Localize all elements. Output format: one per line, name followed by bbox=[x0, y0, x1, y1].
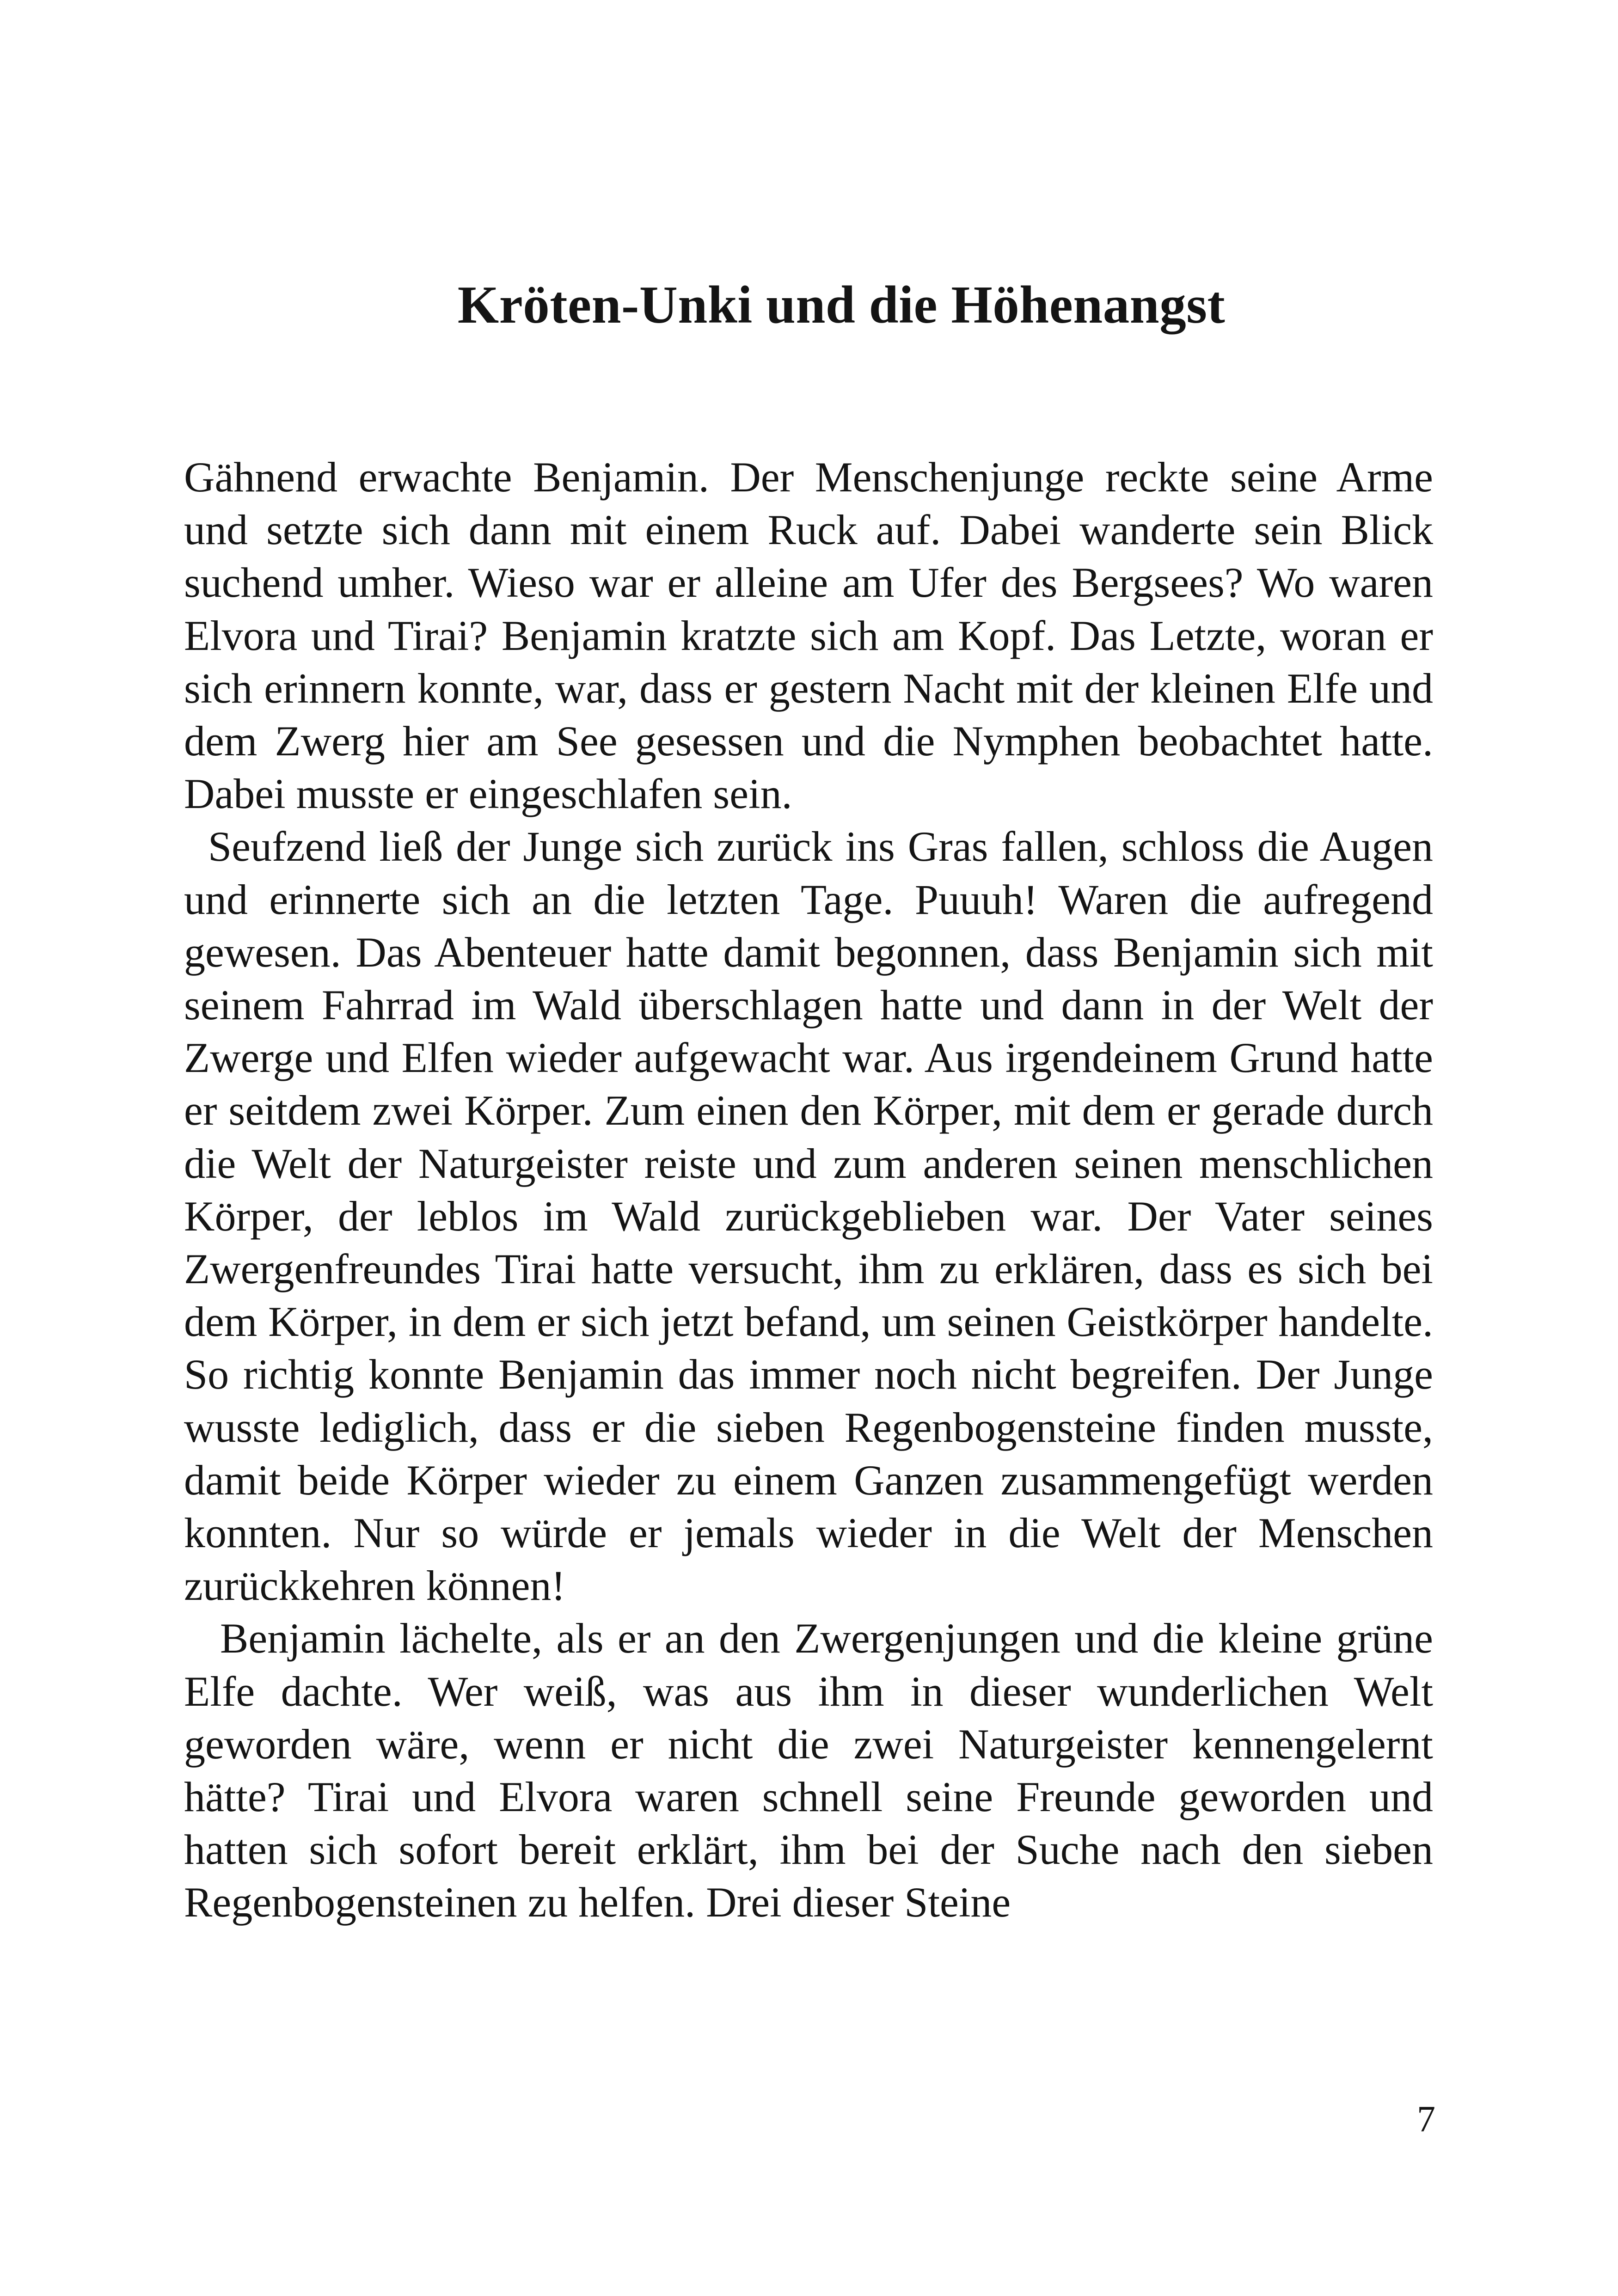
chapter-title: Kröten-Unki und die Höhenangst bbox=[457, 276, 1226, 334]
paragraph-2: Seufzend ließ der Junge sich zurück ins Gras fallen, schloss die Augen und erinnerte sich an die letzten Tage. Puuuh! Waren die aufregend gewesen. Das Abenteuer hatte damit begonnen, dass Benjamin sich mit seinem Fahrrad im Wald überschlagen hatte und dann in der Welt der Zwerge und Elfen wieder aufgewacht war. Aus irgendeinem Grund hatte er seitdem zwei Körper. Zum einen den Körper, mit dem er gerade durch die Welt der Naturgeister reiste und zum anderen seinen menschlichen Körper, der leblos im Wald zurückgeblieben war. Der Vater seines Zwergenfreundes Tirai hatte versucht, ihm zu erklären, dass es sich bei dem Körper, in dem er sich jetzt befand, um seinen Geistkörper handelte. So richtig konnte Benjamin das immer noch nicht begreifen. Der Junge wusste lediglich, dass er die sieben Regenbogensteine finden musste, damit beide Körper wieder zu einem Ganzen zusammengefügt werden konnten. Nur so würde er jemals wieder in die Welt der Menschen zurückkehren können! bbox=[184, 823, 1433, 1610]
paragraph-1: Gähnend erwachte Benjamin. Der Menschenjunge reckte seine Arme und setzte sich dann mit einem Ruck auf. Dabei wanderte sein Blick suchend umher. Wieso war er alleine am Ufer des Bergsees? Wo waren Elvora und Tirai? Benjamin kratzte sich am Kopf. Das Letzte, woran er sich erinnern konnte, war, dass er gestern Nacht mit der kleinen Elfe und dem Zwerg hier am See gesessen und die Nymphen beobachtet hatte. Dabei musste er eingeschlafen sein. bbox=[184, 453, 1433, 818]
paragraph-3: Benjamin lächelte, als er an den Zwergenjungen und die kleine grüne Elfe dachte. Wer weiß, was aus ihm in dieser wunderlichen Welt geworden wäre, wenn er nicht die zwei Naturgeister kennengelernt hätte? Tirai und Elvora waren schnell seine Freunde geworden und hatten sich sofort bereit erklärt, ihm bei der Suche nach den sieben Regenbogensteinen zu helfen. Drei dieser Steine bbox=[184, 1615, 1433, 1926]
chapter-body bbox=[184, 451, 1433, 1929]
page-number: 7 bbox=[1417, 2099, 1435, 2140]
